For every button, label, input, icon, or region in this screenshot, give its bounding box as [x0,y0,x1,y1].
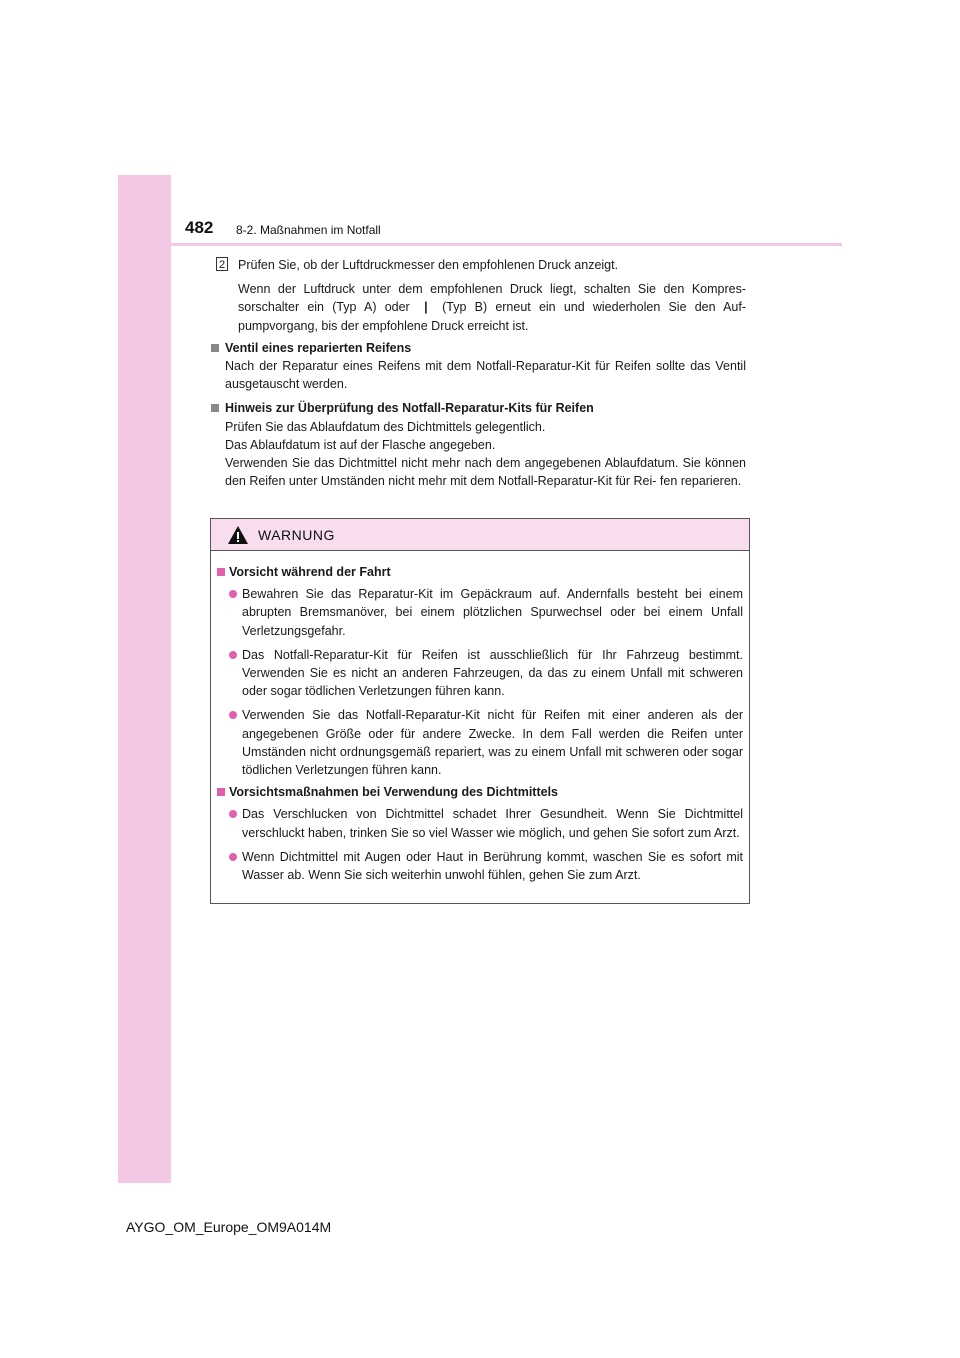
square-bullet-icon [217,788,225,796]
step-text: Prüfen Sie, ob der Luftdruckmesser den empfohlenen Druck anzeigt. [238,258,619,272]
round-bullet-icon [229,810,237,818]
warning-group-title: Vorsichtsmaßnahmen bei Verwendung des Dichtmittels [229,785,559,800]
section-heading-kit-check [211,399,746,417]
section-title-kit-check: Hinweis zur Überprüfung des Notfall-Reparatur-Kits für Reifen [225,401,594,416]
document-footer: AYGO_OM_Europe_OM9A014M [126,1219,332,1235]
section-heading-valve [211,339,746,357]
round-bullet-icon [229,651,237,659]
header-rule [171,243,842,246]
kit-check-line-3: Verwenden Sie das Dichtmittel nicht mehr nach dem angegebenen Ablaufdatum. Sie können den Reifen unter Umständen nicht mehr mit dem Notfall-Reparatur-Kit für Rei- fen reparieren. [225,456,746,489]
step-note-part1: Wenn der Luftdruck unter dem empfohlenen Druck liegt, schalten Sie den Kompres- sorschalter ein (Typ A) oder [238,282,746,315]
warning-triangle-icon [227,525,249,545]
step-note-part2: (Typ B) erneut ein und wiederholen Sie den Auf- pumpvorgang, bis der empfohlene Druck erreicht ist. [238,300,746,333]
round-bullet-icon [229,590,237,598]
round-bullet-icon [229,711,237,719]
square-bullet-icon [217,568,225,576]
warning-header [211,519,749,551]
warning-bullet-text: Wenn Dichtmittel mit Augen oder Haut in Berührung kommt, waschen Sie es sofort mit Wasser ab. Wenn Sie sich weiterhin unwohl fühlen, gehen Sie zum Arzt. [242,849,743,883]
warning-title: WARNUNG [258,527,335,543]
warning-bullet-text: Bewahren Sie das Reparatur-Kit im Gepäckraum auf. Andernfalls besteht bei einem abrupten Bremsmanöver, bei einem plötzlichen Spurwechsel oder bei einem Unfall Verletzungsgefahr. [242,587,743,638]
warning-box [210,518,750,904]
page-number: 482 [185,218,214,237]
warning-bullet [217,805,743,841]
warning-bullet-text: Das Notfall-Reparatur-Kit für Reifen ist ausschließlich für Ihr Fahrzeug bestimmt. Verwenden Sie es nicht an anderen Fahrzeugen, da das zu einem Unfall mit schweren oder sogar tödlichen Verletzungen führen kann. [242,647,743,699]
warning-bullet [217,706,743,779]
step-2 [211,256,746,274]
warning-bullet-text: Verwenden Sie das Notfall-Reparatur-Kit nicht für Reifen mit einer anderen als der angegebenen Größe oder für andere Zwecke. In dem Fall werden die Reifen unter Umständen nicht ordnungsgemäß repariert, was zu einem Unfall mit schweren oder sogar tödlichen Verletzungen führen kann. [242,708,743,778]
warning-group-heading [217,783,743,801]
warning-bullet [217,585,743,640]
section-title: 8-2. Maßnahmen im Notfall [236,223,381,237]
warning-bullet [217,848,743,884]
warning-body [211,551,749,884]
step-note [211,280,746,335]
square-bullet-icon [211,404,219,412]
round-bullet-icon [229,853,237,861]
main-content [211,256,746,490]
warning-group-title: Vorsicht während der Fahrt [229,565,391,579]
step-number-box: 2 [216,257,228,271]
kit-check-line-1: Prüfen Sie das Ablaufdatum des Dichtmittels gelegentlich. [225,419,546,434]
sidebar-tab [118,175,171,1183]
warning-bullet [217,646,743,701]
warning-group-heading [217,563,743,581]
section-title-valve: Ventil eines reparierten Reifens [225,340,412,355]
compressor-switch-icon: | [424,300,428,315]
warning-bullet-text: Das Verschlucken von Dichtmittel schadet Ihrer Gesundheit. Wenn Sie Dichtmittel verschluckt haben, trinken Sie so viel Wasser wie möglich, und gehen Sie sofort zum Arzt. [242,807,743,840]
kit-check-line-2: Das Ablaufdatum ist auf der Flasche angegeben. [225,437,496,452]
square-bullet-icon [211,344,219,352]
section-text-valve: Nach der Reparatur eines Reifens mit dem Notfall-Reparatur-Kit für Reifen sollte das Ventil ausgetauscht werden. [225,359,746,392]
